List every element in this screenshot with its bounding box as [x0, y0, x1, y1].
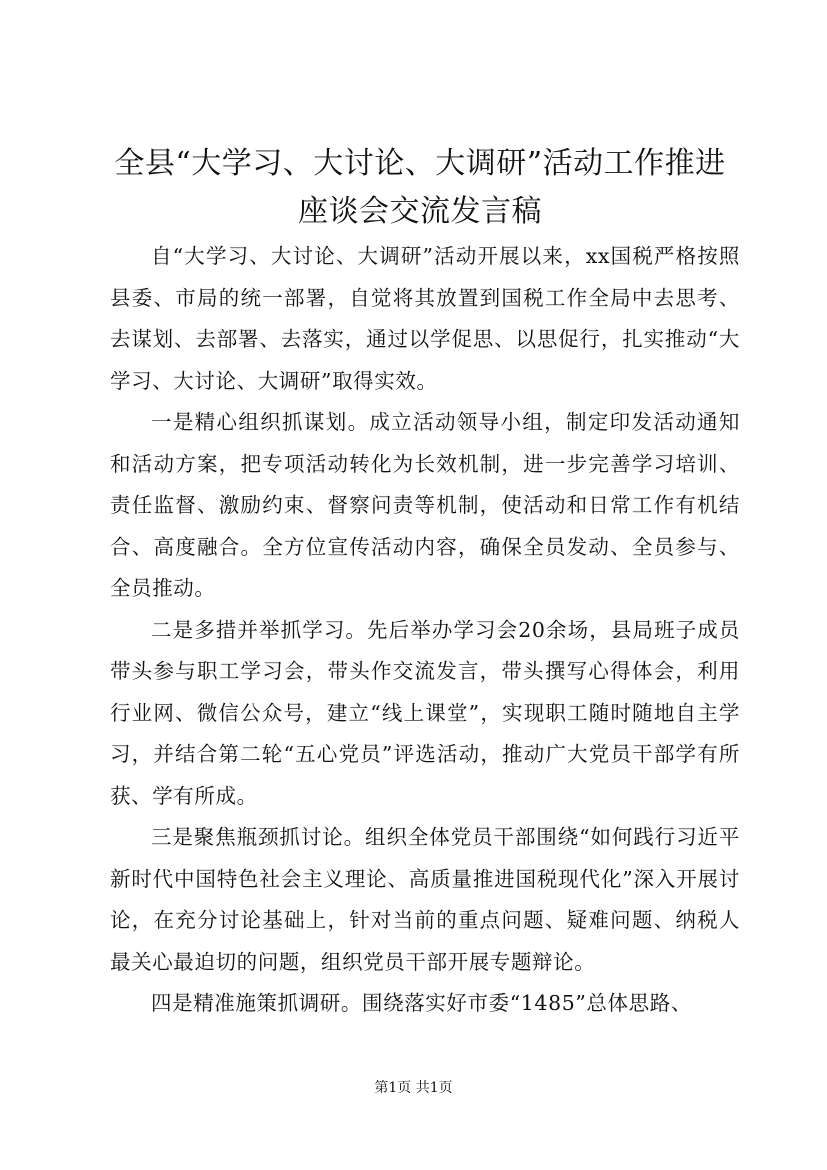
paragraph-research: 四是精准施策抓调研。围绕落实好市委“1485”总体思路、: [151, 991, 692, 1015]
document-body: [110, 236, 740, 1025]
paragraph-discussion: 三是聚焦瓶颈抓讨论。组织全体党员干部围绕“如何践行习近平新时代中国特色社会主义理论、高质量推进国税现代化”深入开展讨论，在充分讨论基础上，针对当前的重点问题、疑难问题、纳税人最关心最迫切的问题，组织党员干部开展专题辩论。: [110, 825, 740, 974]
document-title: 全县“大学习、大讨论、大调研”活动工作推进座谈会交流发言稿: [114, 146, 726, 229]
paragraph-planning: 一是精心组织抓谋划。成立活动领导小组，制定印发活动通知和活动方案，把专项活动转化为长效机制，进一步完善学习培训、责任监督、激励约束、督察问责等机制，使活动和日常工作有机结合、高度融合。全方位宣传活动内容，确保全员发动、全员参与、全员推动。: [110, 410, 740, 600]
paragraph-learning: 二是多措并举抓学习。先后举办学习会20余场，县局班子成员带头参与职工学习会，带头作交流发言，带头撰写心得体会，利用行业网、微信公众号，建立“线上课堂”，实现职工随时随地自主学习，并结合第二轮“五心党员”评选活动，推动广大党员干部学有所获、学有所成。: [110, 617, 740, 808]
page-footer: 第1页 共1页: [374, 1080, 453, 1096]
paragraph-intro: 自“大学习、大讨论、大调研”活动开展以来，xx国税严格按照县委、市局的统一部署，自觉将其放置到国税工作全局中去思考、去谋划、去部署、去落实，通过以学促思、以思促行，扎实推动“大学习、大讨论、大调研”取得实效。: [110, 244, 740, 393]
